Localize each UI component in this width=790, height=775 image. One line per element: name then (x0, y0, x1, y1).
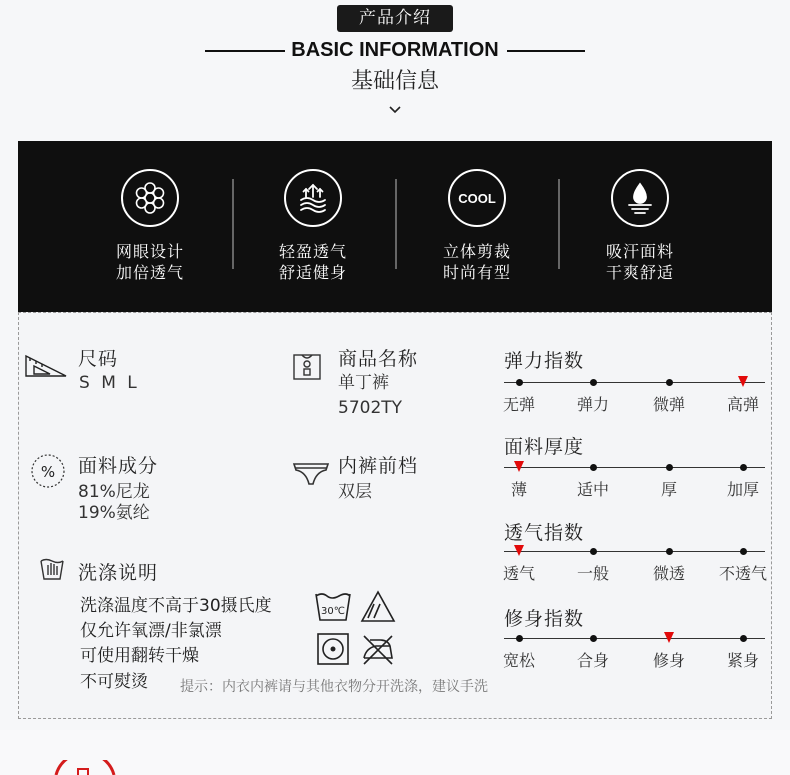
scale-title: 修身指数 (504, 608, 585, 630)
scale-label: 无弹 (502, 395, 535, 414)
material-value: 19%氨纶 (78, 503, 150, 523)
wash-label: 洗涤说明 (78, 562, 159, 584)
feature-item (263, 169, 363, 283)
no-iron-icon (360, 632, 396, 666)
scale-label: 高弹 (726, 395, 759, 414)
section-tag: 产品介绍 (337, 5, 453, 32)
feature-line1: 吸汗面料 (605, 242, 674, 261)
scale-marker (664, 632, 674, 643)
feature-item (590, 169, 690, 283)
feature-line2: 干爽舒适 (605, 263, 674, 282)
scale-label: 宽松 (502, 651, 535, 670)
scale-title: 弹力指数 (504, 350, 585, 372)
scale-dot (740, 635, 747, 642)
model-value: 5702TY (338, 398, 403, 418)
scale-label: 紧身 (726, 651, 759, 670)
svg-text:%: % (40, 463, 56, 481)
scale-label: 透气 (502, 564, 535, 583)
name-label: 商品名称 (338, 348, 419, 370)
title-cn: 基础信息 (350, 69, 439, 94)
scale-label: 薄 (510, 480, 527, 499)
scale-marker (514, 545, 524, 556)
scale-label: 微透 (652, 564, 685, 583)
scale-marker (738, 376, 748, 387)
scale-title: 透气指数 (504, 522, 585, 544)
next-section-strip (0, 730, 790, 775)
svg-text:30℃: 30℃ (321, 606, 345, 617)
feature-line2: 时尚有型 (442, 263, 511, 282)
scale-label: 适中 (576, 480, 609, 499)
scale-dot (740, 464, 747, 471)
scale-title: 面料厚度 (504, 436, 585, 458)
scale-label: 厚 (660, 480, 677, 499)
size-label: 尺码 (78, 348, 119, 370)
material-label: 面料成分 (78, 455, 159, 477)
scale-line (504, 551, 765, 552)
scale-label: 加厚 (726, 480, 759, 499)
scale-label: 微弹 (652, 395, 685, 414)
scale-dot (590, 548, 597, 555)
breathable-icon (293, 178, 333, 218)
wash-tip: 提示：内衣内裤请与其他衣物分开洗涤，建议手洗 (180, 679, 488, 695)
hand-wash-icon (38, 555, 66, 583)
name-value: 单丁裤 (338, 373, 389, 393)
sweat-icon (620, 178, 660, 218)
scale-marker (514, 461, 524, 472)
mesh-icon (130, 178, 170, 218)
feature-item (427, 169, 527, 283)
tag-icon (292, 349, 322, 381)
feature-line1: 网眼设计 (115, 242, 184, 261)
scale-line (504, 382, 765, 383)
size-value: S M L (79, 373, 140, 393)
seal-icon (52, 760, 118, 775)
briefs-icon (292, 460, 330, 488)
wash-line: 仅允许氧漂/非氯漂 (80, 621, 222, 641)
scale-dot (666, 379, 673, 386)
wash-line: 洗涤温度不高于30摄氏度 (80, 596, 272, 616)
scale-line (504, 467, 765, 468)
crotch-label: 内裤前档 (338, 455, 419, 477)
chevron-down-icon (388, 105, 402, 115)
scale-label: 一般 (576, 564, 609, 583)
ruler-icon (24, 352, 68, 378)
percent-icon (30, 453, 66, 489)
divider (558, 179, 560, 269)
divider (395, 179, 397, 269)
scale-label: 修身 (652, 651, 685, 670)
tumble-dry-icon (316, 632, 350, 666)
scale-dot (740, 548, 747, 555)
svg-text:COOL: COOL (458, 191, 496, 206)
material-value: 81%尼龙 (78, 482, 150, 502)
scale-dot (590, 464, 597, 471)
title-en: BASIC INFORMATION (0, 39, 790, 62)
crotch-value: 双层 (338, 482, 372, 502)
scale-label: 不透气 (718, 564, 767, 583)
scale-dot (516, 635, 523, 642)
oxygen-bleach-icon (360, 590, 396, 624)
feature-line2: 舒适健身 (278, 263, 347, 282)
feature-line1: 立体剪裁 (442, 242, 511, 261)
divider (232, 179, 234, 269)
feature-line1: 轻盈透气 (278, 242, 347, 261)
feature-line2: 加倍透气 (115, 263, 184, 282)
feature-item (100, 169, 200, 283)
scale-dot (590, 635, 597, 642)
scale-line (504, 638, 765, 639)
scale-label: 弹力 (576, 395, 609, 414)
feature-band (18, 141, 772, 312)
wash-line: 不可熨烫 (80, 672, 148, 692)
wash-line: 可使用翻转干燥 (80, 646, 199, 666)
cool-icon (456, 186, 498, 210)
scale-dot (590, 379, 597, 386)
scale-dot (516, 379, 523, 386)
scale-dot (666, 548, 673, 555)
scale-label: 合身 (576, 651, 609, 670)
wash-30-icon (314, 590, 352, 624)
scale-dot (666, 464, 673, 471)
